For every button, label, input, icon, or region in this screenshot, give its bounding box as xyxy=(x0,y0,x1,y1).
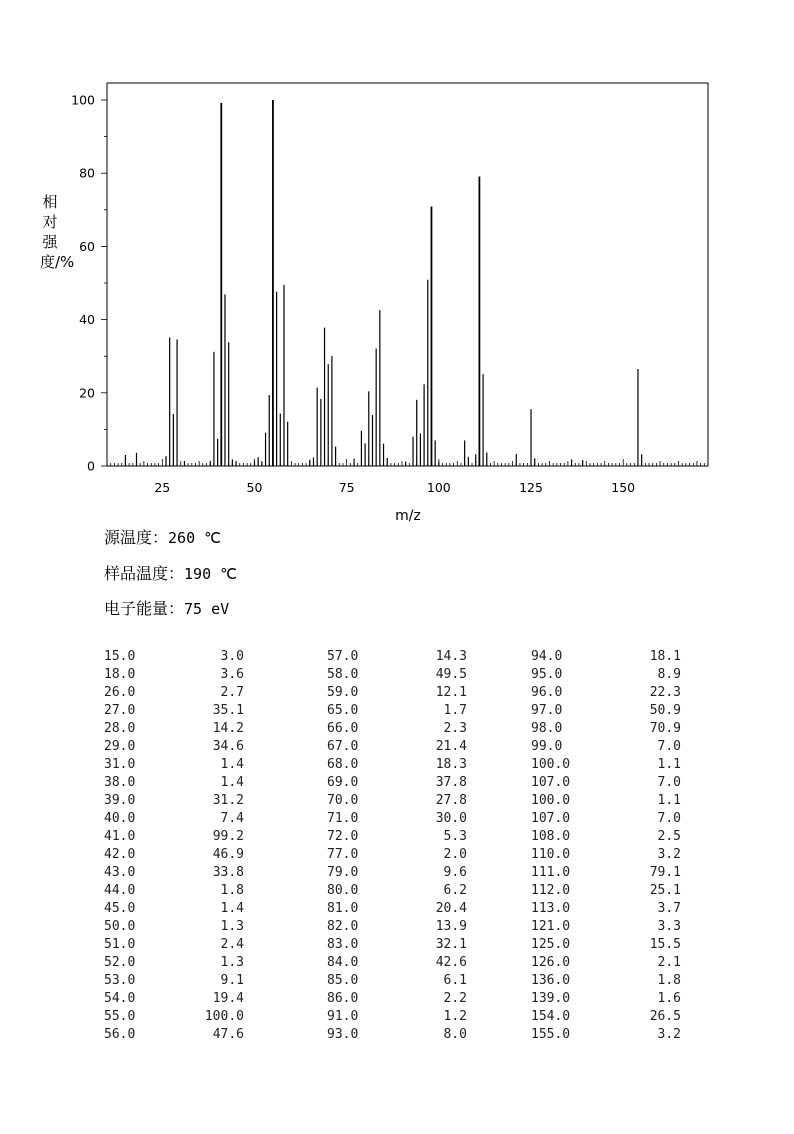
peak-table-column-2 xyxy=(327,648,467,1044)
intensity-value: 1.1 xyxy=(657,793,681,808)
mz-value: 65.0 xyxy=(327,703,359,718)
x-axis-label: m/z xyxy=(395,508,421,524)
intensity-value: 7.0 xyxy=(657,739,681,754)
table-row xyxy=(531,720,681,738)
table-row xyxy=(327,990,467,1008)
intensity-value: 42.6 xyxy=(435,955,467,970)
intensity-value: 2.4 xyxy=(220,937,244,952)
table-row xyxy=(327,1026,467,1044)
table-row xyxy=(327,954,467,972)
intensity-value: 27.8 xyxy=(435,793,467,808)
mz-value: 54.0 xyxy=(104,991,136,1006)
mz-value: 100.0 xyxy=(531,793,571,808)
mz-value: 15.0 xyxy=(104,649,136,664)
mz-value: 108.0 xyxy=(531,829,571,844)
table-row xyxy=(327,792,467,810)
table-row xyxy=(327,738,467,756)
intensity-value: 1.4 xyxy=(220,901,244,916)
table-row xyxy=(327,864,467,882)
y-tick-label: 60 xyxy=(79,238,95,254)
intensity-value: 1.8 xyxy=(220,883,244,898)
intensity-value: 1.7 xyxy=(443,703,467,718)
mz-value: 44.0 xyxy=(104,883,136,898)
table-row xyxy=(531,810,681,828)
mz-value: 31.0 xyxy=(104,757,136,772)
x-tick-label: 100 xyxy=(426,480,451,495)
intensity-value: 1.3 xyxy=(220,919,244,934)
intensity-value: 8.0 xyxy=(443,1027,467,1042)
table-row xyxy=(104,648,244,666)
table-row xyxy=(531,702,681,720)
intensity-value: 7.0 xyxy=(657,775,681,790)
mz-value: 66.0 xyxy=(327,721,359,736)
mz-value: 121.0 xyxy=(531,919,571,934)
intensity-value: 46.9 xyxy=(212,847,244,862)
mz-value: 83.0 xyxy=(327,937,359,952)
intensity-value: 34.6 xyxy=(212,739,244,754)
table-row xyxy=(327,846,467,864)
table-row xyxy=(327,1008,467,1026)
intensity-value: 15.5 xyxy=(649,937,681,952)
table-row xyxy=(327,810,467,828)
table-row xyxy=(104,846,244,864)
intensity-value: 1.1 xyxy=(657,757,681,772)
table-row xyxy=(327,774,467,792)
y-axis-label: 相对强度/% xyxy=(40,193,75,271)
table-row xyxy=(327,918,467,936)
mz-value: 45.0 xyxy=(104,901,136,916)
y-tick-label: 20 xyxy=(79,385,95,401)
intensity-value: 2.2 xyxy=(443,991,467,1006)
intensity-value: 13.9 xyxy=(435,919,467,934)
table-row xyxy=(531,936,681,954)
intensity-value: 8.9 xyxy=(657,667,681,682)
table-row xyxy=(531,954,681,972)
mz-value: 126.0 xyxy=(531,955,571,970)
mz-value: 72.0 xyxy=(327,829,359,844)
table-row xyxy=(104,756,244,774)
intensity-value: 25.1 xyxy=(649,883,681,898)
intensity-value: 47.6 xyxy=(212,1027,244,1042)
table-row xyxy=(531,684,681,702)
intensity-value: 14.3 xyxy=(435,649,467,664)
table-row xyxy=(104,720,244,738)
intensity-value: 30.0 xyxy=(435,811,467,826)
table-row xyxy=(327,882,467,900)
intensity-value: 14.2 xyxy=(212,721,244,736)
mz-value: 82.0 xyxy=(327,919,359,934)
intensity-value: 1.6 xyxy=(657,991,681,1006)
intensity-value: 49.5 xyxy=(435,667,467,682)
y-tick-label: 100 xyxy=(71,92,95,108)
mz-value: 56.0 xyxy=(104,1027,136,1042)
table-row xyxy=(327,972,467,990)
mz-value: 69.0 xyxy=(327,775,359,790)
intensity-value: 12.1 xyxy=(435,685,467,700)
mz-value: 154.0 xyxy=(531,1009,571,1024)
table-row xyxy=(104,810,244,828)
intensity-value: 2.1 xyxy=(657,955,681,970)
table-row xyxy=(104,990,244,1008)
table-row xyxy=(327,684,467,702)
mz-value: 93.0 xyxy=(327,1027,359,1042)
mz-value: 107.0 xyxy=(531,775,571,790)
mz-value: 40.0 xyxy=(104,811,136,826)
intensity-value: 79.1 xyxy=(649,865,681,880)
intensity-value: 99.2 xyxy=(212,829,244,844)
intensity-value: 35.1 xyxy=(212,703,244,718)
mz-value: 77.0 xyxy=(327,847,359,862)
sample-temperature-label: 样品温度： xyxy=(104,564,185,583)
mz-value: 53.0 xyxy=(104,973,136,988)
table-row xyxy=(104,900,244,918)
mz-value: 18.0 xyxy=(104,667,136,682)
intensity-value: 1.2 xyxy=(443,1009,467,1024)
mz-value: 111.0 xyxy=(531,865,571,880)
intensity-value: 1.8 xyxy=(657,973,681,988)
table-row xyxy=(531,774,681,792)
intensity-value: 31.2 xyxy=(212,793,244,808)
mz-value: 41.0 xyxy=(104,829,136,844)
table-row xyxy=(531,900,681,918)
x-tick-label: 25 xyxy=(154,480,171,495)
table-row xyxy=(327,756,467,774)
mz-value: 125.0 xyxy=(531,937,571,952)
mz-value: 94.0 xyxy=(531,649,563,664)
mz-value: 28.0 xyxy=(104,721,136,736)
mz-value: 71.0 xyxy=(327,811,359,826)
x-tick-label: 50 xyxy=(246,480,263,495)
plot-frame xyxy=(107,83,708,466)
intensity-value: 3.2 xyxy=(657,1027,681,1042)
table-row xyxy=(327,828,467,846)
mz-value: 38.0 xyxy=(104,775,136,790)
x-tick-label: 150 xyxy=(611,480,636,495)
sample-temperature xyxy=(104,561,237,584)
table-row xyxy=(104,774,244,792)
mz-value: 50.0 xyxy=(104,919,136,934)
mz-value: 39.0 xyxy=(104,793,136,808)
source-temperature xyxy=(104,525,221,548)
table-row xyxy=(531,972,681,990)
table-row xyxy=(531,756,681,774)
table-row xyxy=(104,864,244,882)
table-row xyxy=(104,918,244,936)
intensity-value: 3.7 xyxy=(657,901,681,916)
mz-value: 51.0 xyxy=(104,937,136,952)
mz-value: 42.0 xyxy=(104,847,136,862)
mz-value: 136.0 xyxy=(531,973,571,988)
mz-value: 58.0 xyxy=(327,667,359,682)
mz-value: 139.0 xyxy=(531,991,571,1006)
axis-ticks xyxy=(101,100,708,466)
table-row xyxy=(104,972,244,990)
intensity-value: 7.0 xyxy=(657,811,681,826)
intensity-value: 3.6 xyxy=(220,667,244,682)
intensity-value: 19.4 xyxy=(212,991,244,1006)
mz-value: 68.0 xyxy=(327,757,359,772)
mz-value: 91.0 xyxy=(327,1009,359,1024)
source-temperature-value: 260 ℃ xyxy=(168,529,221,547)
mass-spectrum-chart xyxy=(0,0,794,530)
electron-energy-label: 电子能量： xyxy=(104,599,185,618)
intensity-value: 100.0 xyxy=(204,1009,244,1024)
table-row xyxy=(104,666,244,684)
source-temperature-label: 源温度： xyxy=(104,528,169,547)
x-tick-label: 125 xyxy=(519,480,543,495)
mz-value: 80.0 xyxy=(327,883,359,898)
intensity-value: 1.4 xyxy=(220,757,244,772)
table-row xyxy=(104,738,244,756)
mz-value: 67.0 xyxy=(327,739,359,754)
intensity-value: 2.3 xyxy=(443,721,467,736)
mz-value: 52.0 xyxy=(104,955,136,970)
intensity-value: 22.3 xyxy=(649,685,681,700)
intensity-value: 18.3 xyxy=(435,757,467,772)
table-row xyxy=(327,900,467,918)
intensity-value: 6.2 xyxy=(443,883,467,898)
mz-value: 99.0 xyxy=(531,739,563,754)
intensity-value: 1.4 xyxy=(220,775,244,790)
intensity-value: 6.1 xyxy=(443,973,467,988)
mz-value: 107.0 xyxy=(531,811,571,826)
intensity-value: 37.8 xyxy=(435,775,467,790)
intensity-value: 20.4 xyxy=(435,901,467,916)
mz-value: 70.0 xyxy=(327,793,359,808)
mz-value: 95.0 xyxy=(531,667,563,682)
electron-energy-value: 75 eV xyxy=(184,600,230,618)
peak-bars xyxy=(125,100,641,466)
electron-energy xyxy=(104,596,229,619)
table-row xyxy=(327,936,467,954)
mz-value: 112.0 xyxy=(531,883,571,898)
y-tick-label: 0 xyxy=(87,458,95,474)
intensity-value: 2.5 xyxy=(657,829,681,844)
intensity-value: 18.1 xyxy=(649,649,681,664)
table-row xyxy=(531,882,681,900)
intensity-value: 26.5 xyxy=(649,1009,681,1024)
mz-value: 155.0 xyxy=(531,1027,571,1042)
table-row xyxy=(104,1008,244,1026)
intensity-value: 33.8 xyxy=(212,865,244,880)
mz-value: 81.0 xyxy=(327,901,359,916)
mz-value: 27.0 xyxy=(104,703,136,718)
table-row xyxy=(104,1026,244,1044)
mz-value: 98.0 xyxy=(531,721,563,736)
mz-value: 86.0 xyxy=(327,991,359,1006)
intensity-value: 32.1 xyxy=(435,937,467,952)
table-row xyxy=(531,828,681,846)
mz-value: 113.0 xyxy=(531,901,571,916)
peak-table-column-3 xyxy=(531,648,681,1044)
table-row xyxy=(531,846,681,864)
table-row xyxy=(531,1008,681,1026)
mz-value: 59.0 xyxy=(327,685,359,700)
table-row xyxy=(104,684,244,702)
table-row xyxy=(531,666,681,684)
intensity-value: 3.2 xyxy=(657,847,681,862)
y-tick-label: 80 xyxy=(79,165,95,181)
table-row xyxy=(327,666,467,684)
table-row xyxy=(327,720,467,738)
mz-value: 79.0 xyxy=(327,865,359,880)
table-row xyxy=(104,702,244,720)
intensity-value: 9.6 xyxy=(443,865,467,880)
mz-value: 43.0 xyxy=(104,865,136,880)
sample-temperature-value: 190 ℃ xyxy=(184,565,237,583)
intensity-value: 9.1 xyxy=(220,973,244,988)
table-row xyxy=(327,648,467,666)
intensity-value: 7.4 xyxy=(220,811,244,826)
table-row xyxy=(531,990,681,1008)
table-row xyxy=(531,1026,681,1044)
mz-value: 55.0 xyxy=(104,1009,136,1024)
mz-value: 100.0 xyxy=(531,757,571,772)
mz-value: 85.0 xyxy=(327,973,359,988)
intensity-value: 21.4 xyxy=(435,739,467,754)
table-row xyxy=(104,792,244,810)
table-row xyxy=(531,864,681,882)
table-row xyxy=(104,828,244,846)
table-row xyxy=(531,918,681,936)
mz-value: 26.0 xyxy=(104,685,136,700)
table-row xyxy=(104,882,244,900)
x-tick-label: 75 xyxy=(338,480,355,495)
mz-value: 29.0 xyxy=(104,739,136,754)
y-tick-label: 40 xyxy=(79,312,95,328)
table-row xyxy=(104,936,244,954)
intensity-value: 70.9 xyxy=(649,721,681,736)
mz-value: 110.0 xyxy=(531,847,571,862)
mz-value: 97.0 xyxy=(531,703,563,718)
intensity-value: 2.7 xyxy=(220,685,244,700)
intensity-value: 3.3 xyxy=(657,919,681,934)
table-row xyxy=(327,702,467,720)
intensity-value: 1.3 xyxy=(220,955,244,970)
mz-value: 57.0 xyxy=(327,649,359,664)
peak-table-column-1 xyxy=(104,648,244,1044)
intensity-value: 50.9 xyxy=(649,703,681,718)
table-row xyxy=(531,738,681,756)
table-row xyxy=(104,954,244,972)
mz-value: 84.0 xyxy=(327,955,359,970)
intensity-value: 2.0 xyxy=(443,847,467,862)
intensity-value: 5.3 xyxy=(443,829,467,844)
table-row xyxy=(531,648,681,666)
mz-value: 96.0 xyxy=(531,685,563,700)
intensity-value: 3.0 xyxy=(220,649,244,664)
table-row xyxy=(531,792,681,810)
tick-labels xyxy=(71,93,635,496)
